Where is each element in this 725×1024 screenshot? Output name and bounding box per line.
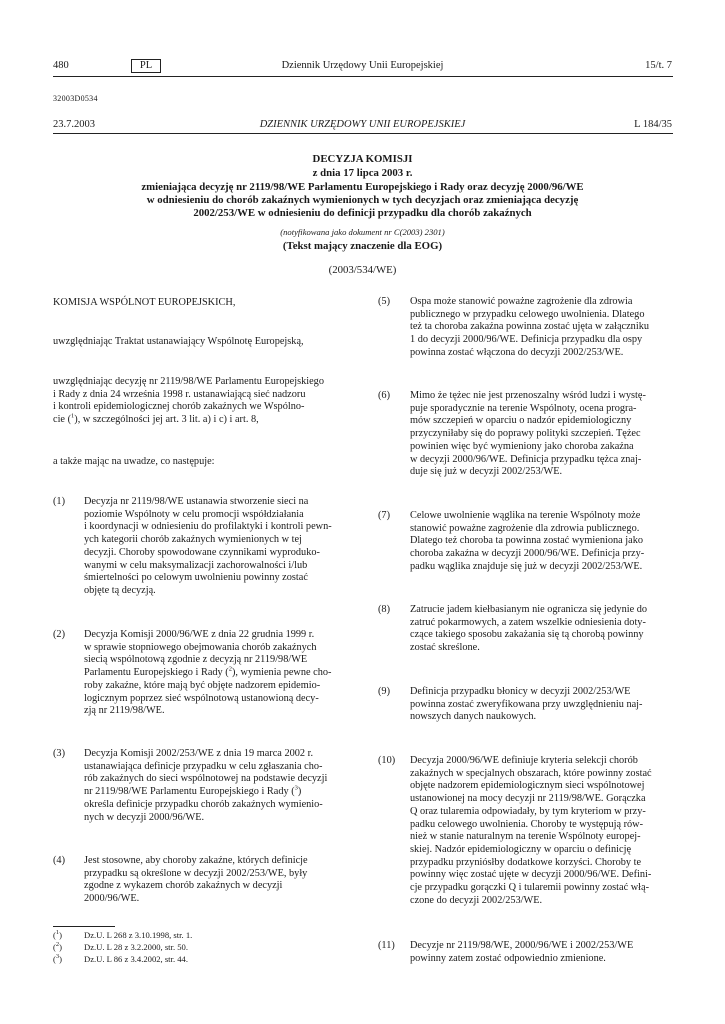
oj-reference: L 184/35 bbox=[634, 119, 672, 130]
footnote: ($^2$) bbox=[53, 941, 62, 952]
decision-number: (2003/534/WE) bbox=[328, 264, 397, 276]
having-regard-decision: uwzględniając decyzję nr 2119/98/WE Parlamentu Europejskiego i Rady z dnia 24 września 1998 r. ustanawiającą sieć nadzoru i kontroli epidemiologicznej chorób zakaźnych we Wspólno- cie ($^1$), w szczególności jej art. 3 lit. a) i c) i art. 8, bbox=[53, 376, 324, 426]
footnote: ($^3$) bbox=[53, 953, 62, 964]
having-regard-treaty: uwzględniając Traktat ustanawiający Wspólnotę Europejską, bbox=[53, 336, 304, 347]
volume-number: 15/t. 7 bbox=[645, 60, 672, 71]
issuing-authority: KOMISJA WSPÓLNOT EUROPEJSKICH, bbox=[53, 297, 236, 308]
recital-number: (1) bbox=[53, 496, 66, 507]
recital-3-text: Decyzja Komisji 2002/253/WE z dnia 19 marca 2002 r. ustanawiająca definicje przypadku w celu zgłaszania cho- rób zakaźnych do sieci wspólnotowej na podstawie decyzji nr 2119/98/WE Parlamentu Europejskiego i Rady ($^3$) określa definicje przypadku chorób zakaźnych wymienio- nych w decyzji 2000/96/WE. bbox=[84, 748, 328, 823]
language-badge: PL bbox=[131, 59, 161, 73]
recital-11-text: Decyzje nr 2119/98/WE, 2000/96/WE i 2002/253/WE powinny zatem zostać odpowiednio zmienione. bbox=[410, 940, 634, 964]
recital-number: (8) bbox=[378, 604, 391, 615]
footnote: ($^1$) bbox=[53, 929, 62, 940]
recital-7-text: Celowe uwolnienie wąglika na terenie Wspólnoty może stanowić poważne zagrożenie dla zdrowia publicznego. Dlatego też choroba ta powinna zostać wymieniona jako choroba zakaźna w decyzji 2000/96/WE. Definicja przy- padku wąglika znajduje się już w decyzji 2002/253/WE. bbox=[410, 510, 645, 572]
footnote-text: Dz.U. L 86 z 3.4.2002, str. 44. bbox=[84, 954, 188, 964]
whereas-clause: a także mając na uwadze, co następuje: bbox=[53, 456, 215, 467]
oj-header-rule bbox=[53, 133, 673, 134]
footnote-ref-3: 3 bbox=[294, 784, 298, 792]
decision-date: z dnia 17 lipca 2003 r. bbox=[312, 167, 413, 179]
recital-number: (6) bbox=[378, 390, 391, 401]
footnote-ref-2: 2 bbox=[228, 665, 232, 673]
footnote-text: Dz.U. L 268 z 3.10.1998, str. 1. bbox=[84, 930, 193, 940]
recital-number: (2) bbox=[53, 629, 66, 640]
decision-subject-line-2: w odniesieniu do chorób zakaźnych wymienionych w tych decyzjach oraz zmieniająca decyzję bbox=[146, 194, 579, 206]
footnote-separator bbox=[53, 926, 115, 927]
decision-heading: DECYZJA KOMISJI bbox=[312, 153, 413, 165]
recital-number: (3) bbox=[53, 748, 66, 759]
recital-5-text: Ospa może stanowić poważne zagrożenie dla zdrowia publicznego w przypadku celowego uwolnienia. Dlatego też ta choroba zakaźna powinna zostać ujęta w załączniku 1 do decyzji 2000/96/WE. Definicja przypadku dla ospy powinna zostać włączona do decyzji 2002/253/WE. bbox=[410, 296, 649, 358]
page-number: 480 bbox=[53, 60, 69, 71]
oj-journal: DZIENNIK URZĘDOWY UNII EUROPEJSKIEJ bbox=[259, 119, 466, 130]
decision-subject-line-1: zmieniająca decyzję nr 2119/98/WE Parlamentu Europejskiego i Rady oraz decyzję 2000/96/WE bbox=[141, 181, 584, 193]
recital-1-text: Decyzja nr 2119/98/WE ustanawia stworzenie sieci na poziomie Wspólnoty w celu promocji współdziałania i koordynacji w odniesieniu do profilaktyki i kontroli pewn- ych kategorii chorób zakaźnych wymienionych w tej decyzji. Choroby spowodowane czynnikami wyproduko- wanymi w celu maksymalizacji zachorowalności i/lub śmiertelności po celowym uwolnieniu powinny zostać objęte tą decyzją. bbox=[84, 496, 332, 596]
recital-2-text: Decyzja Komisji 2000/96/WE z dnia 22 grudnia 1999 r. w sprawie stopniowego obejmowania chorób zakaźnych siecią wspólnotową zgodnie z decyzją nr 2119/98/WE Parlamentu Europejskiego i Rady ($^2$), wymienia pewne cho- roby zakaźne, które mają być objęte nadzorem epidemio- logicznym poprzez sieć wspólnotową ustanowioną decy- zją nr 2119/98/WE. bbox=[84, 629, 332, 717]
recital-number: (4) bbox=[53, 855, 66, 866]
celex-number: 32003D0534 bbox=[53, 94, 98, 103]
recital-8-text: Zatrucie jadem kiełbasianym nie ogranicza się jedynie do zatruć pokarmowych, a zatem wszelkie odniesienia doty- czące takiego sposobu zakażania się tą chorobą powinny zostać skreślone. bbox=[410, 604, 648, 654]
notified-as: (notyfikowana jako dokument nr C(2003) 2301) bbox=[280, 227, 445, 237]
recital-number: (9) bbox=[378, 686, 391, 697]
footnote-text: Dz.U. L 28 z 3.2.2000, str. 50. bbox=[84, 942, 188, 952]
decision-subject-line-3: 2002/253/WE w odniesieniu do definicji przypadku dla chorób zakaźnych bbox=[193, 207, 532, 219]
eea-relevance: (Tekst mający znaczenie dla EOG) bbox=[282, 240, 443, 252]
journal-title: Dziennik Urzędowy Unii Europejskiej bbox=[281, 60, 444, 71]
footnote-ref-1: 1 bbox=[71, 412, 75, 420]
header-rule bbox=[53, 76, 673, 77]
recital-4-text: Jest stosowne, aby choroby zakaźne, których definicje przypadku są określone w decyzji 2002/253/WE, były zgodne z wykazem chorób zakaźnych w decyzji 2000/96/WE. bbox=[84, 855, 308, 905]
recital-number: (11) bbox=[378, 940, 395, 951]
recital-number: (7) bbox=[378, 510, 391, 521]
recital-9-text: Definicja przypadku błonicy w decyzji 2002/253/WE powinna zostać zweryfikowana przy uwzględnieniu naj- nowszych danych naukowych. bbox=[410, 686, 643, 723]
recital-10-text: Decyzja 2000/96/WE definiuje kryteria selekcji chorób zakaźnych w specjalnych obszarach, które powinny zostać objęte nadzorem epidemiologicznym sieci wspólnotowej ustanowionej na mocy decyzji nr 2119/98/WE. Gorączka Q oraz tularemia odpowiadały, by tym kryteriom w przy- padku celowego uwolnienia. Choroby te występują rów- nież w stanie naturalnym na terenie Wspólnoty europej- skiej. Nadzór epidemiologiczny w oparciu o definicję przypadku przyniósłby dodatkowe korzyści. Choroby te powinny więc zostać ujęte w decyzji 2000/96/WE. Defini- cje przypadku gorączki Q i tularemii powinny zostać włą- czone do decyzji 2002/253/WE. bbox=[410, 755, 652, 906]
recital-number: (5) bbox=[378, 296, 391, 307]
recital-6-text: Mimo że tężec nie jest przenoszalny wśród ludzi i wystę- puje sporadycznie na terenie Wspólnoty, ocena progra- mów szczepień w oparciu o nadzór epidemiologiczny przyczyniłaby się do poprawy polityki szczepień. Tężec powinien więc być wymieniony jako choroba zakaźna w decyzji 2000/96/WE. Definicja przypadku tężca znaj- duje się już w decyzji 2002/253/WE. bbox=[410, 390, 646, 478]
recital-number: (10) bbox=[378, 755, 396, 766]
oj-date: 23.7.2003 bbox=[53, 119, 95, 130]
